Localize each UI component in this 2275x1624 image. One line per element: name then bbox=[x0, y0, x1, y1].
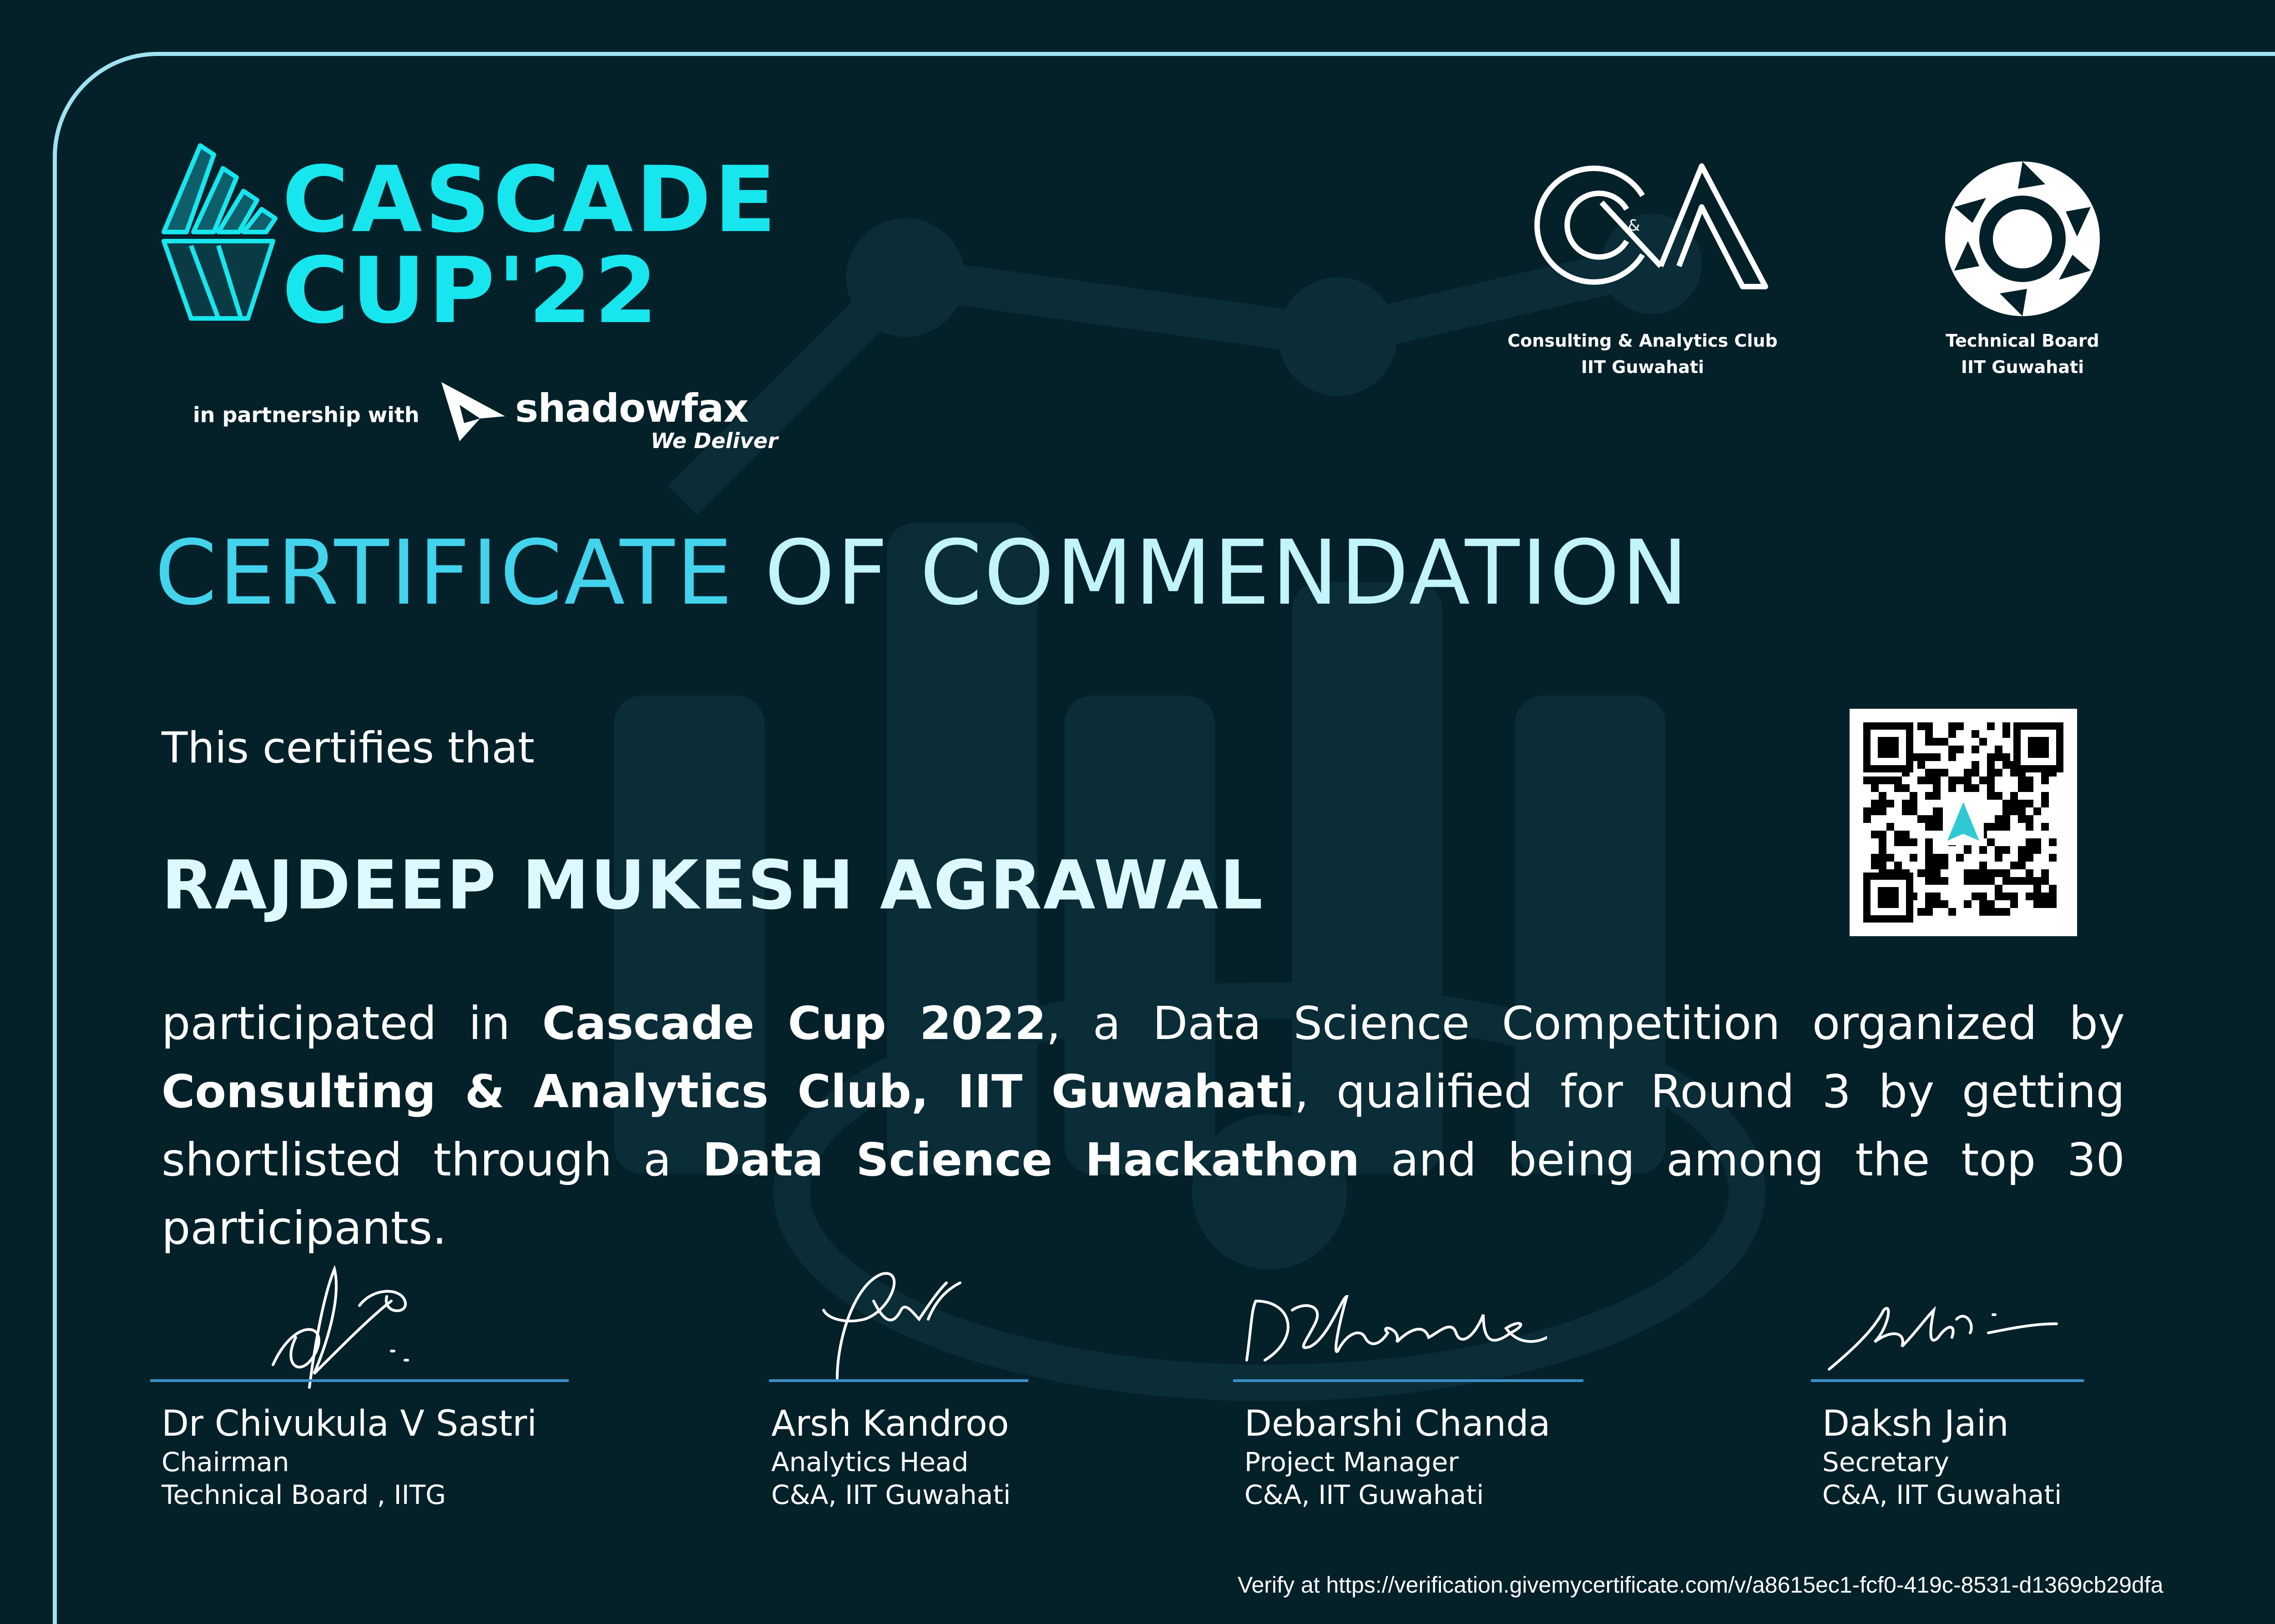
qr-module bbox=[1917, 753, 1925, 761]
qr-module bbox=[2049, 900, 2057, 908]
qr-module bbox=[1979, 846, 1987, 854]
qr-module bbox=[1972, 877, 1979, 885]
qr-module bbox=[2041, 777, 2049, 784]
qr-module bbox=[2002, 846, 2010, 854]
partner-label: in partnership with bbox=[193, 403, 420, 427]
signature-debarshi-chanda bbox=[1238, 1283, 1547, 1374]
qr-module bbox=[1894, 784, 1902, 792]
qr-module bbox=[1987, 784, 1995, 792]
qr-module bbox=[1956, 746, 1964, 753]
qr-module bbox=[1886, 854, 1894, 862]
qr-module bbox=[1987, 877, 1995, 885]
qr-module bbox=[2002, 807, 2010, 815]
qr-module bbox=[1886, 823, 1894, 831]
qr-module bbox=[1995, 753, 2002, 761]
signatory-1-org: Technical Board , IITG bbox=[162, 1479, 446, 1510]
qr-module bbox=[1956, 777, 1964, 784]
qr-module bbox=[2002, 877, 2010, 885]
qr-module bbox=[1910, 792, 1917, 800]
qr-module bbox=[2049, 893, 2057, 900]
qr-module bbox=[1925, 769, 1933, 777]
qr-module bbox=[1871, 800, 1879, 807]
qr-module bbox=[1917, 761, 1925, 769]
shadowfax-logo-icon bbox=[437, 378, 510, 446]
qr-module bbox=[1933, 792, 1941, 800]
qr-module bbox=[2010, 800, 2018, 807]
qr-module bbox=[1902, 807, 1910, 815]
signatory-3-org: C&A, IIT Guwahati bbox=[1244, 1479, 1484, 1510]
qr-module bbox=[1995, 746, 2002, 753]
qr-module bbox=[1948, 722, 1956, 730]
qr-module bbox=[1925, 823, 1933, 831]
qr-module bbox=[1925, 900, 1933, 908]
qr-module bbox=[1925, 877, 1933, 885]
qr-module bbox=[1925, 722, 1933, 730]
qr-module bbox=[2010, 877, 2018, 885]
qr-module bbox=[1879, 854, 1886, 862]
qr-module bbox=[1964, 869, 1972, 877]
qr-module bbox=[2002, 869, 2010, 877]
qr-module bbox=[1979, 777, 1987, 784]
qr-module bbox=[2018, 800, 2026, 807]
qr-module bbox=[1871, 807, 1879, 815]
qr-module bbox=[2041, 792, 2049, 800]
qr-module bbox=[1902, 831, 1910, 838]
qr-module bbox=[2010, 900, 2018, 908]
qr-module bbox=[2002, 908, 2010, 916]
qr-module bbox=[1987, 900, 1995, 908]
qr-module bbox=[1948, 746, 1956, 753]
qr-module bbox=[2010, 807, 2018, 815]
signatory-4-org: C&A, IIT Guwahati bbox=[1822, 1479, 2062, 1510]
qr-module bbox=[1925, 862, 1933, 869]
qr-module bbox=[2018, 846, 2026, 854]
qr-module bbox=[2026, 815, 2033, 823]
qr-module bbox=[1941, 769, 1948, 777]
qr-module bbox=[1972, 784, 1979, 792]
signatory-4-name: Daksh Jain bbox=[1822, 1403, 2009, 1444]
qr-module bbox=[1917, 869, 1925, 877]
qr-module bbox=[2010, 862, 2018, 869]
signature-line-2 bbox=[769, 1379, 1028, 1382]
qr-module bbox=[2049, 885, 2057, 893]
qr-module bbox=[1894, 862, 1902, 869]
qr-module bbox=[1995, 769, 2002, 777]
qr-module bbox=[1948, 753, 1956, 761]
qr-module bbox=[1948, 730, 1956, 738]
body-hackathon-name: Data Science Hackathon bbox=[703, 1133, 1360, 1186]
qr-module bbox=[2026, 846, 2033, 854]
signatory-1-role: Chairman bbox=[162, 1447, 289, 1478]
event-title-line2: CUP'22 bbox=[282, 238, 661, 344]
signature-arsh-kandroo bbox=[810, 1256, 974, 1392]
qr-module bbox=[1925, 792, 1933, 800]
qr-module bbox=[1948, 784, 1956, 792]
qr-module bbox=[2033, 877, 2041, 885]
qr-module bbox=[1902, 800, 1910, 807]
qr-module bbox=[1925, 777, 1933, 784]
qr-module bbox=[1879, 800, 1886, 807]
qr-module bbox=[1871, 862, 1879, 869]
signatory-2-org: C&A, IIT Guwahati bbox=[771, 1479, 1011, 1510]
qr-module bbox=[2041, 869, 2049, 877]
qr-module bbox=[1964, 900, 1972, 908]
qr-module bbox=[1972, 769, 1979, 777]
qr-module bbox=[2033, 807, 2041, 815]
qr-module bbox=[1925, 854, 1933, 862]
qr-module bbox=[2033, 846, 2041, 854]
qr-module bbox=[1925, 738, 1933, 746]
qr-module bbox=[1964, 877, 1972, 885]
qr-module bbox=[1925, 908, 1933, 916]
qr-module bbox=[1987, 869, 1995, 877]
qr-module bbox=[2018, 784, 2026, 792]
qr-module bbox=[1917, 815, 1925, 823]
qr-module bbox=[2026, 784, 2033, 792]
qr-module bbox=[1910, 838, 1917, 846]
qr-module bbox=[1894, 777, 1902, 784]
qr-module bbox=[2002, 823, 2010, 831]
qr-module bbox=[1948, 908, 1956, 916]
qr-module bbox=[1964, 846, 1972, 854]
qr-module bbox=[1879, 838, 1886, 846]
qr-module bbox=[2041, 877, 2049, 885]
technical-board-logo-icon bbox=[1941, 157, 2104, 321]
certificate-title-word2: OF COMMENDATION bbox=[764, 521, 1690, 625]
qr-module bbox=[1948, 777, 1956, 784]
qr-module bbox=[1972, 746, 1979, 753]
qr-module bbox=[1941, 877, 1948, 885]
qr-module bbox=[2026, 800, 2033, 807]
qr-module bbox=[1987, 769, 1995, 777]
qr-module bbox=[1964, 777, 1972, 784]
qr-module bbox=[2026, 838, 2033, 846]
partner-tagline: We Deliver bbox=[651, 429, 778, 453]
qr-module bbox=[1972, 730, 1979, 738]
qr-module bbox=[2018, 854, 2026, 862]
qr-module bbox=[1972, 893, 1979, 900]
signatory-3-name: Debarshi Chanda bbox=[1244, 1403, 1551, 1444]
qr-module bbox=[2033, 900, 2041, 908]
qr-module bbox=[2041, 893, 2049, 900]
qr-module bbox=[2018, 877, 2026, 885]
qr-module bbox=[1933, 893, 1941, 900]
qr-module bbox=[1902, 784, 1910, 792]
certificate-title bbox=[155, 523, 1690, 623]
qr-module bbox=[1933, 877, 1941, 885]
qr-module bbox=[2026, 777, 2033, 784]
qr-module bbox=[1964, 769, 1972, 777]
qr-module bbox=[1910, 807, 1917, 815]
body-organizer-name: Consulting & Analytics Club, IIT Guwahati bbox=[162, 1065, 1294, 1118]
qr-module bbox=[2002, 753, 2010, 761]
qr-module bbox=[2049, 854, 2057, 862]
qr-module bbox=[1995, 869, 2002, 877]
qr-module bbox=[1933, 869, 1941, 877]
signatory-1-name: Dr Chivukula V Sastri bbox=[162, 1403, 537, 1444]
qr-module bbox=[1933, 815, 1941, 823]
qr-module bbox=[1956, 854, 1964, 862]
qr-module bbox=[1987, 792, 1995, 800]
qr-module bbox=[1902, 838, 1910, 846]
qr-module bbox=[1933, 823, 1941, 831]
qr-module bbox=[1995, 854, 2002, 862]
certificate-body bbox=[162, 989, 2125, 1262]
qr-module bbox=[2010, 893, 2018, 900]
partner-name: shadowfax bbox=[515, 386, 748, 431]
qr-module bbox=[1941, 862, 1948, 869]
body-text-part3: , qualified for Round 3 by getting shortlisted through a bbox=[162, 1065, 2125, 1186]
technical-board-caption bbox=[1881, 328, 2164, 380]
cascade-cup-logo-icon bbox=[150, 136, 287, 328]
qr-module bbox=[1925, 730, 1933, 738]
qr-module bbox=[1910, 800, 1917, 807]
body-text-part1: participated in bbox=[162, 997, 542, 1050]
qr-module bbox=[2026, 869, 2033, 877]
qr-module bbox=[2033, 885, 2041, 893]
body-text-part4: and being among the top 30 participants. bbox=[162, 1133, 2125, 1255]
qr-module bbox=[1933, 777, 1941, 784]
qr-module bbox=[1879, 846, 1886, 854]
qr-module bbox=[1987, 908, 1995, 916]
qr-module bbox=[1956, 722, 1964, 730]
qr-module bbox=[2002, 893, 2010, 900]
qr-module bbox=[1886, 800, 1894, 807]
qr-module bbox=[1894, 838, 1902, 846]
qr-module bbox=[2018, 815, 2026, 823]
qr-module bbox=[2010, 792, 2018, 800]
qr-module bbox=[1879, 862, 1886, 869]
qr-module bbox=[1933, 769, 1941, 777]
qr-module bbox=[1972, 761, 1979, 769]
qr-module bbox=[1879, 777, 1886, 784]
signatory-3-role: Project Manager bbox=[1244, 1447, 1459, 1478]
qr-module bbox=[2041, 823, 2049, 831]
qr-module bbox=[1871, 784, 1879, 792]
signature-chivukula-v-sastri bbox=[255, 1260, 446, 1397]
consulting-analytics-club-logo-icon bbox=[1511, 157, 1774, 293]
technical-board-institute: IIT Guwahati bbox=[1961, 357, 2084, 377]
qr-module bbox=[1933, 753, 1941, 761]
qr-module bbox=[2049, 838, 2057, 846]
qr-module bbox=[1879, 807, 1886, 815]
signature-line-3 bbox=[1233, 1379, 1583, 1382]
qr-module bbox=[1917, 777, 1925, 784]
qr-module bbox=[2026, 877, 2033, 885]
qr-module bbox=[2041, 800, 2049, 807]
signature-line-1 bbox=[150, 1379, 569, 1382]
qr-module bbox=[1925, 753, 1933, 761]
qr-module bbox=[1979, 908, 1987, 916]
qr-module bbox=[1995, 823, 2002, 831]
qr-module bbox=[1972, 869, 1979, 877]
qr-module bbox=[1933, 807, 1941, 815]
certifies-intro: This certifies that bbox=[162, 723, 535, 773]
qr-module bbox=[2002, 730, 2010, 738]
qr-module bbox=[1925, 838, 1933, 846]
qr-module bbox=[1871, 854, 1879, 862]
body-event-name: Cascade Cup 2022 bbox=[542, 997, 1046, 1050]
qr-module bbox=[1979, 862, 1987, 869]
qr-module bbox=[1979, 738, 1987, 746]
body-text-part2: , a Data Science Competition organized by bbox=[1046, 997, 2125, 1050]
qr-module bbox=[1995, 885, 2002, 893]
qr-module bbox=[2026, 823, 2033, 831]
qr-module bbox=[2018, 807, 2026, 815]
qr-module bbox=[1987, 753, 1995, 761]
qr-module bbox=[1979, 869, 1987, 877]
ca-club-caption bbox=[1497, 328, 1788, 380]
qr-module bbox=[2002, 800, 2010, 807]
signatory-2-name: Arsh Kandroo bbox=[771, 1403, 1009, 1444]
qr-module bbox=[1871, 831, 1879, 838]
ca-club-name: Consulting & Analytics Club bbox=[1507, 331, 1778, 351]
qr-module bbox=[1925, 846, 1933, 854]
signatory-4-role: Secretary bbox=[1822, 1447, 1950, 1478]
qr-module bbox=[1987, 777, 1995, 784]
qr-module bbox=[2002, 815, 2010, 823]
qr-module bbox=[1925, 893, 1933, 900]
qr-module bbox=[1987, 838, 1995, 846]
qr-module bbox=[1941, 900, 1948, 908]
signature-line-4 bbox=[1811, 1379, 2084, 1382]
qr-module bbox=[1925, 869, 1933, 877]
signatory-2-role: Analytics Head bbox=[771, 1447, 969, 1478]
qr-module bbox=[2002, 761, 2010, 769]
qr-module bbox=[1964, 784, 1972, 792]
qr-module bbox=[1871, 777, 1879, 784]
technical-board-name: Technical Board bbox=[1946, 331, 2099, 351]
qr-module bbox=[1933, 738, 1941, 746]
qr-module bbox=[1933, 900, 1941, 908]
qr-module bbox=[1995, 792, 2002, 800]
qr-module bbox=[2026, 893, 2033, 900]
qr-module bbox=[1941, 738, 1948, 746]
qr-module bbox=[1879, 792, 1886, 800]
qr-module bbox=[1979, 900, 1987, 908]
qr-module bbox=[1995, 815, 2002, 823]
qr-module bbox=[1925, 815, 1933, 823]
qr-module bbox=[1863, 807, 1871, 815]
ca-club-institute: IIT Guwahati bbox=[1581, 357, 1704, 377]
certificate-title-word1: CERTIFICATE bbox=[155, 521, 734, 625]
qr-module bbox=[1995, 846, 2002, 854]
qr-module bbox=[2018, 777, 2026, 784]
qr-module bbox=[1979, 893, 1987, 900]
qr-module bbox=[1987, 722, 1995, 730]
qr-module bbox=[1863, 815, 1871, 823]
event-title bbox=[282, 147, 828, 344]
qr-module bbox=[1886, 777, 1894, 784]
qr-module bbox=[1933, 862, 1941, 869]
qr-module bbox=[1987, 761, 1995, 769]
qr-module bbox=[1941, 854, 1948, 862]
qr-module bbox=[1995, 893, 2002, 900]
qr-module bbox=[2002, 722, 2010, 730]
qr-module bbox=[1917, 722, 1925, 730]
qr-module bbox=[1917, 908, 1925, 916]
qr-module bbox=[2018, 862, 2026, 869]
qr-module bbox=[1879, 831, 1886, 838]
signature-daksh-jain bbox=[1820, 1292, 2066, 1383]
qr-module bbox=[2033, 838, 2041, 846]
verification-qr-code[interactable] bbox=[1850, 709, 2077, 936]
ca-logo-ampersand: & bbox=[1628, 217, 1640, 235]
qr-module bbox=[1910, 854, 1917, 862]
qr-module bbox=[1894, 831, 1902, 838]
qr-module bbox=[2026, 854, 2033, 862]
qr-module bbox=[1979, 877, 1987, 885]
qr-module bbox=[1933, 784, 1941, 792]
qr-module bbox=[1863, 777, 1871, 784]
qr-module bbox=[2041, 900, 2049, 908]
event-title-line1: CASCADE bbox=[282, 147, 779, 253]
qr-module bbox=[1987, 823, 1995, 831]
qr-module bbox=[1933, 854, 1941, 862]
verification-link[interactable]: Verify at https://verification.givemycertificate.com/v/a8615ec1-fcf0-419c-8531-d1369cb29dfa bbox=[1238, 1572, 2164, 1598]
recipient-name: RAJDEEP MUKESH AGRAWAL bbox=[162, 846, 1264, 924]
qr-module bbox=[2033, 893, 2041, 900]
qr-module bbox=[1995, 908, 2002, 916]
